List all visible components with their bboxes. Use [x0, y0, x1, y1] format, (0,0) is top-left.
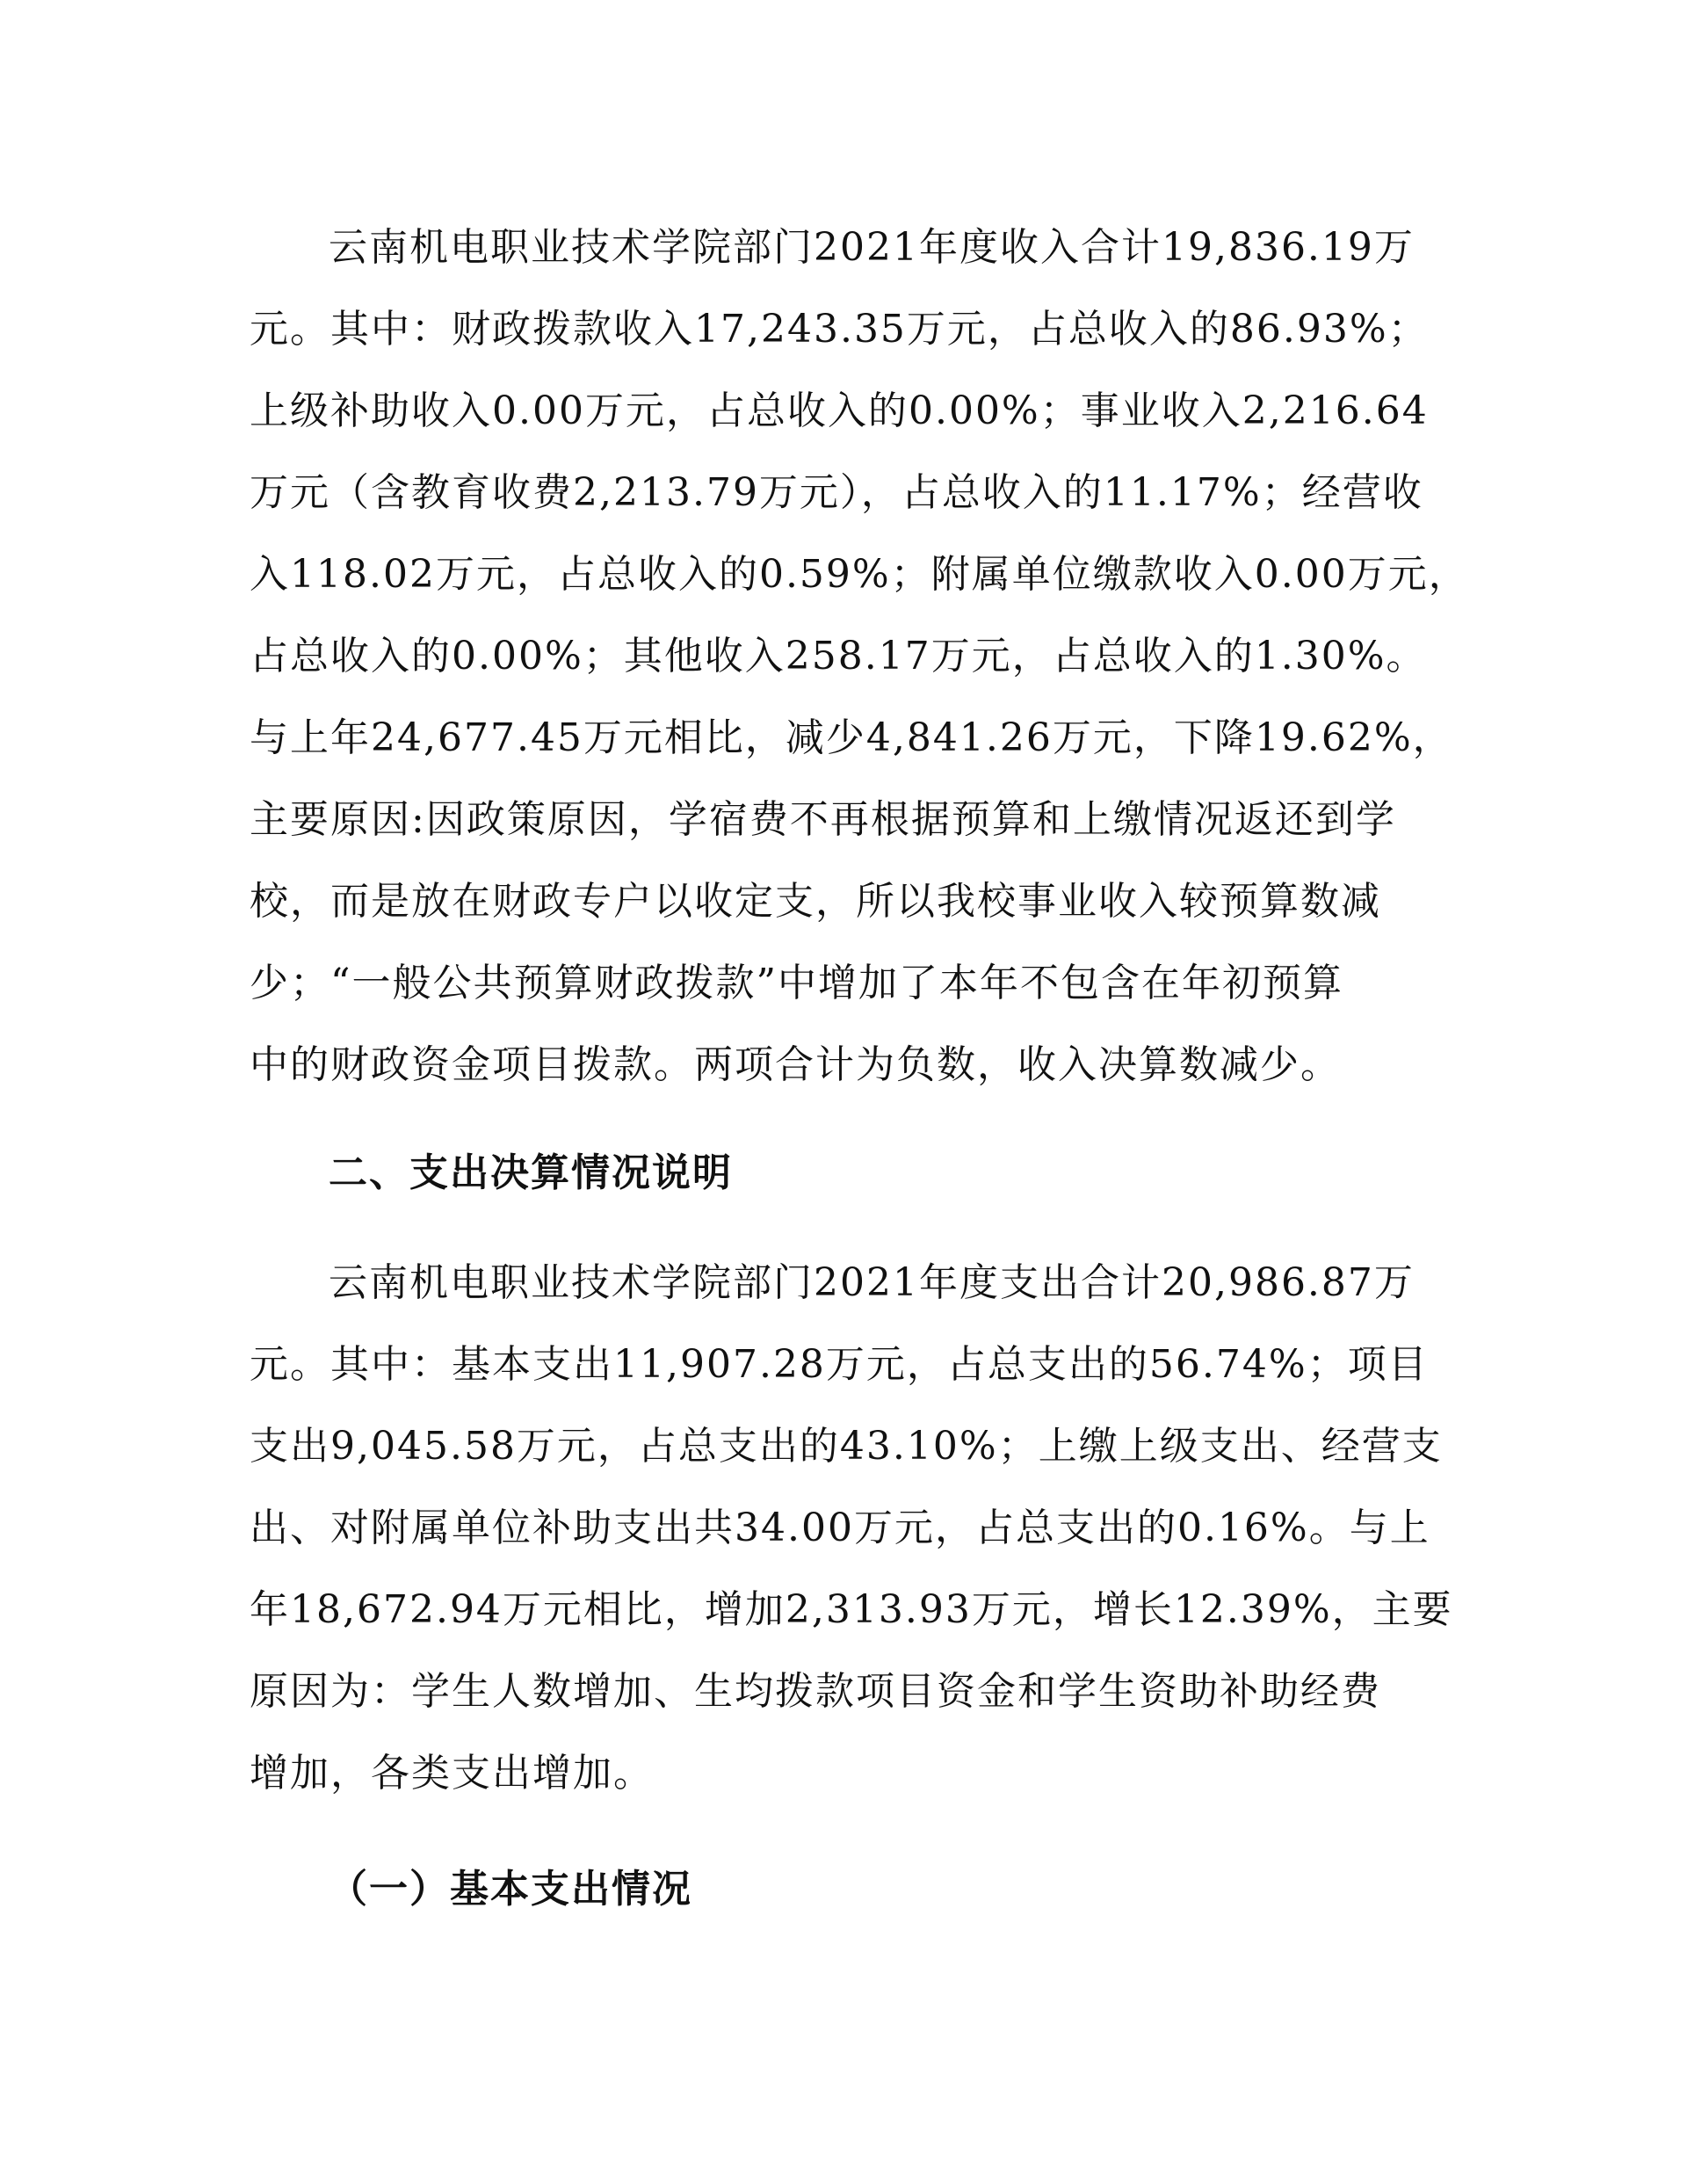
expenditure-section-heading: 二、支出决算情况说明 [329, 1150, 733, 1195]
income-paragraph-line-11: 中的财政资金项目拨款。两项合计为负数，收入决算数减少。 [250, 1042, 1341, 1087]
income-paragraph-line-8: 主要原因:因政策原因，学宿费不再根据预算和上缴情况返还到学 [250, 797, 1396, 842]
expenditure-paragraph-line-4: 出、对附属单位补助支出共34.00万元，占总支出的0.16%。与上 [250, 1506, 1430, 1550]
basic-expenditure-subheading: （一）基本支出情况 [329, 1867, 692, 1912]
expenditure-paragraph-line-3: 支出9,045.58万元，占总支出的43.10%；上缴上级支出、经营支 [250, 1424, 1443, 1469]
expenditure-paragraph-line-5: 年18,672.94万元相比，增加2,313.93万元，增长12.39%，主要 [250, 1587, 1453, 1632]
income-paragraph-line-1: 云南机电职业技术学院部门2021年度收入合计19,836.19万 [329, 225, 1415, 270]
income-paragraph-line-9: 校，而是放在财政专户以收定支，所以我校事业收入较预算数减 [250, 879, 1381, 924]
income-paragraph-line-7: 与上年24,677.45万元相比，减少4,841.26万元，下降19.62%， [250, 715, 1453, 760]
income-paragraph-line-10: 少；“一般公共预算财政拨款”中增加了本年不包含在年初预算 [250, 961, 1343, 1005]
income-paragraph-line-3: 上级补助收入0.00万元，占总收入的0.00%；事业收入2,216.64 [250, 388, 1429, 433]
income-paragraph-line-5: 入118.02万元，占总收入的0.59%；附属单位缴款收入0.00万元， [250, 552, 1469, 597]
expenditure-paragraph-line-2: 元。其中：基本支出11,907.28万元，占总支出的56.74%；项目 [250, 1342, 1429, 1387]
expenditure-paragraph-line-1: 云南机电职业技术学院部门2021年度支出合计20,986.87万 [329, 1260, 1415, 1305]
income-paragraph-line-2: 元。其中：财政拨款收入17,243.35万元，占总收入的86.93%； [250, 307, 1429, 352]
income-paragraph-line-6: 占总收入的0.00%；其他收入258.17万元，占总收入的1.30%。 [250, 634, 1427, 678]
expenditure-paragraph-line-7: 增加，各类支出增加。 [250, 1751, 654, 1796]
expenditure-paragraph-line-6: 原因为：学生人数增加、生均拨款项目资金和学生资助补助经费 [250, 1669, 1381, 1714]
income-paragraph-line-4: 万元（含教育收费2,213.79万元），占总收入的11.17%；经营收 [250, 470, 1423, 515]
